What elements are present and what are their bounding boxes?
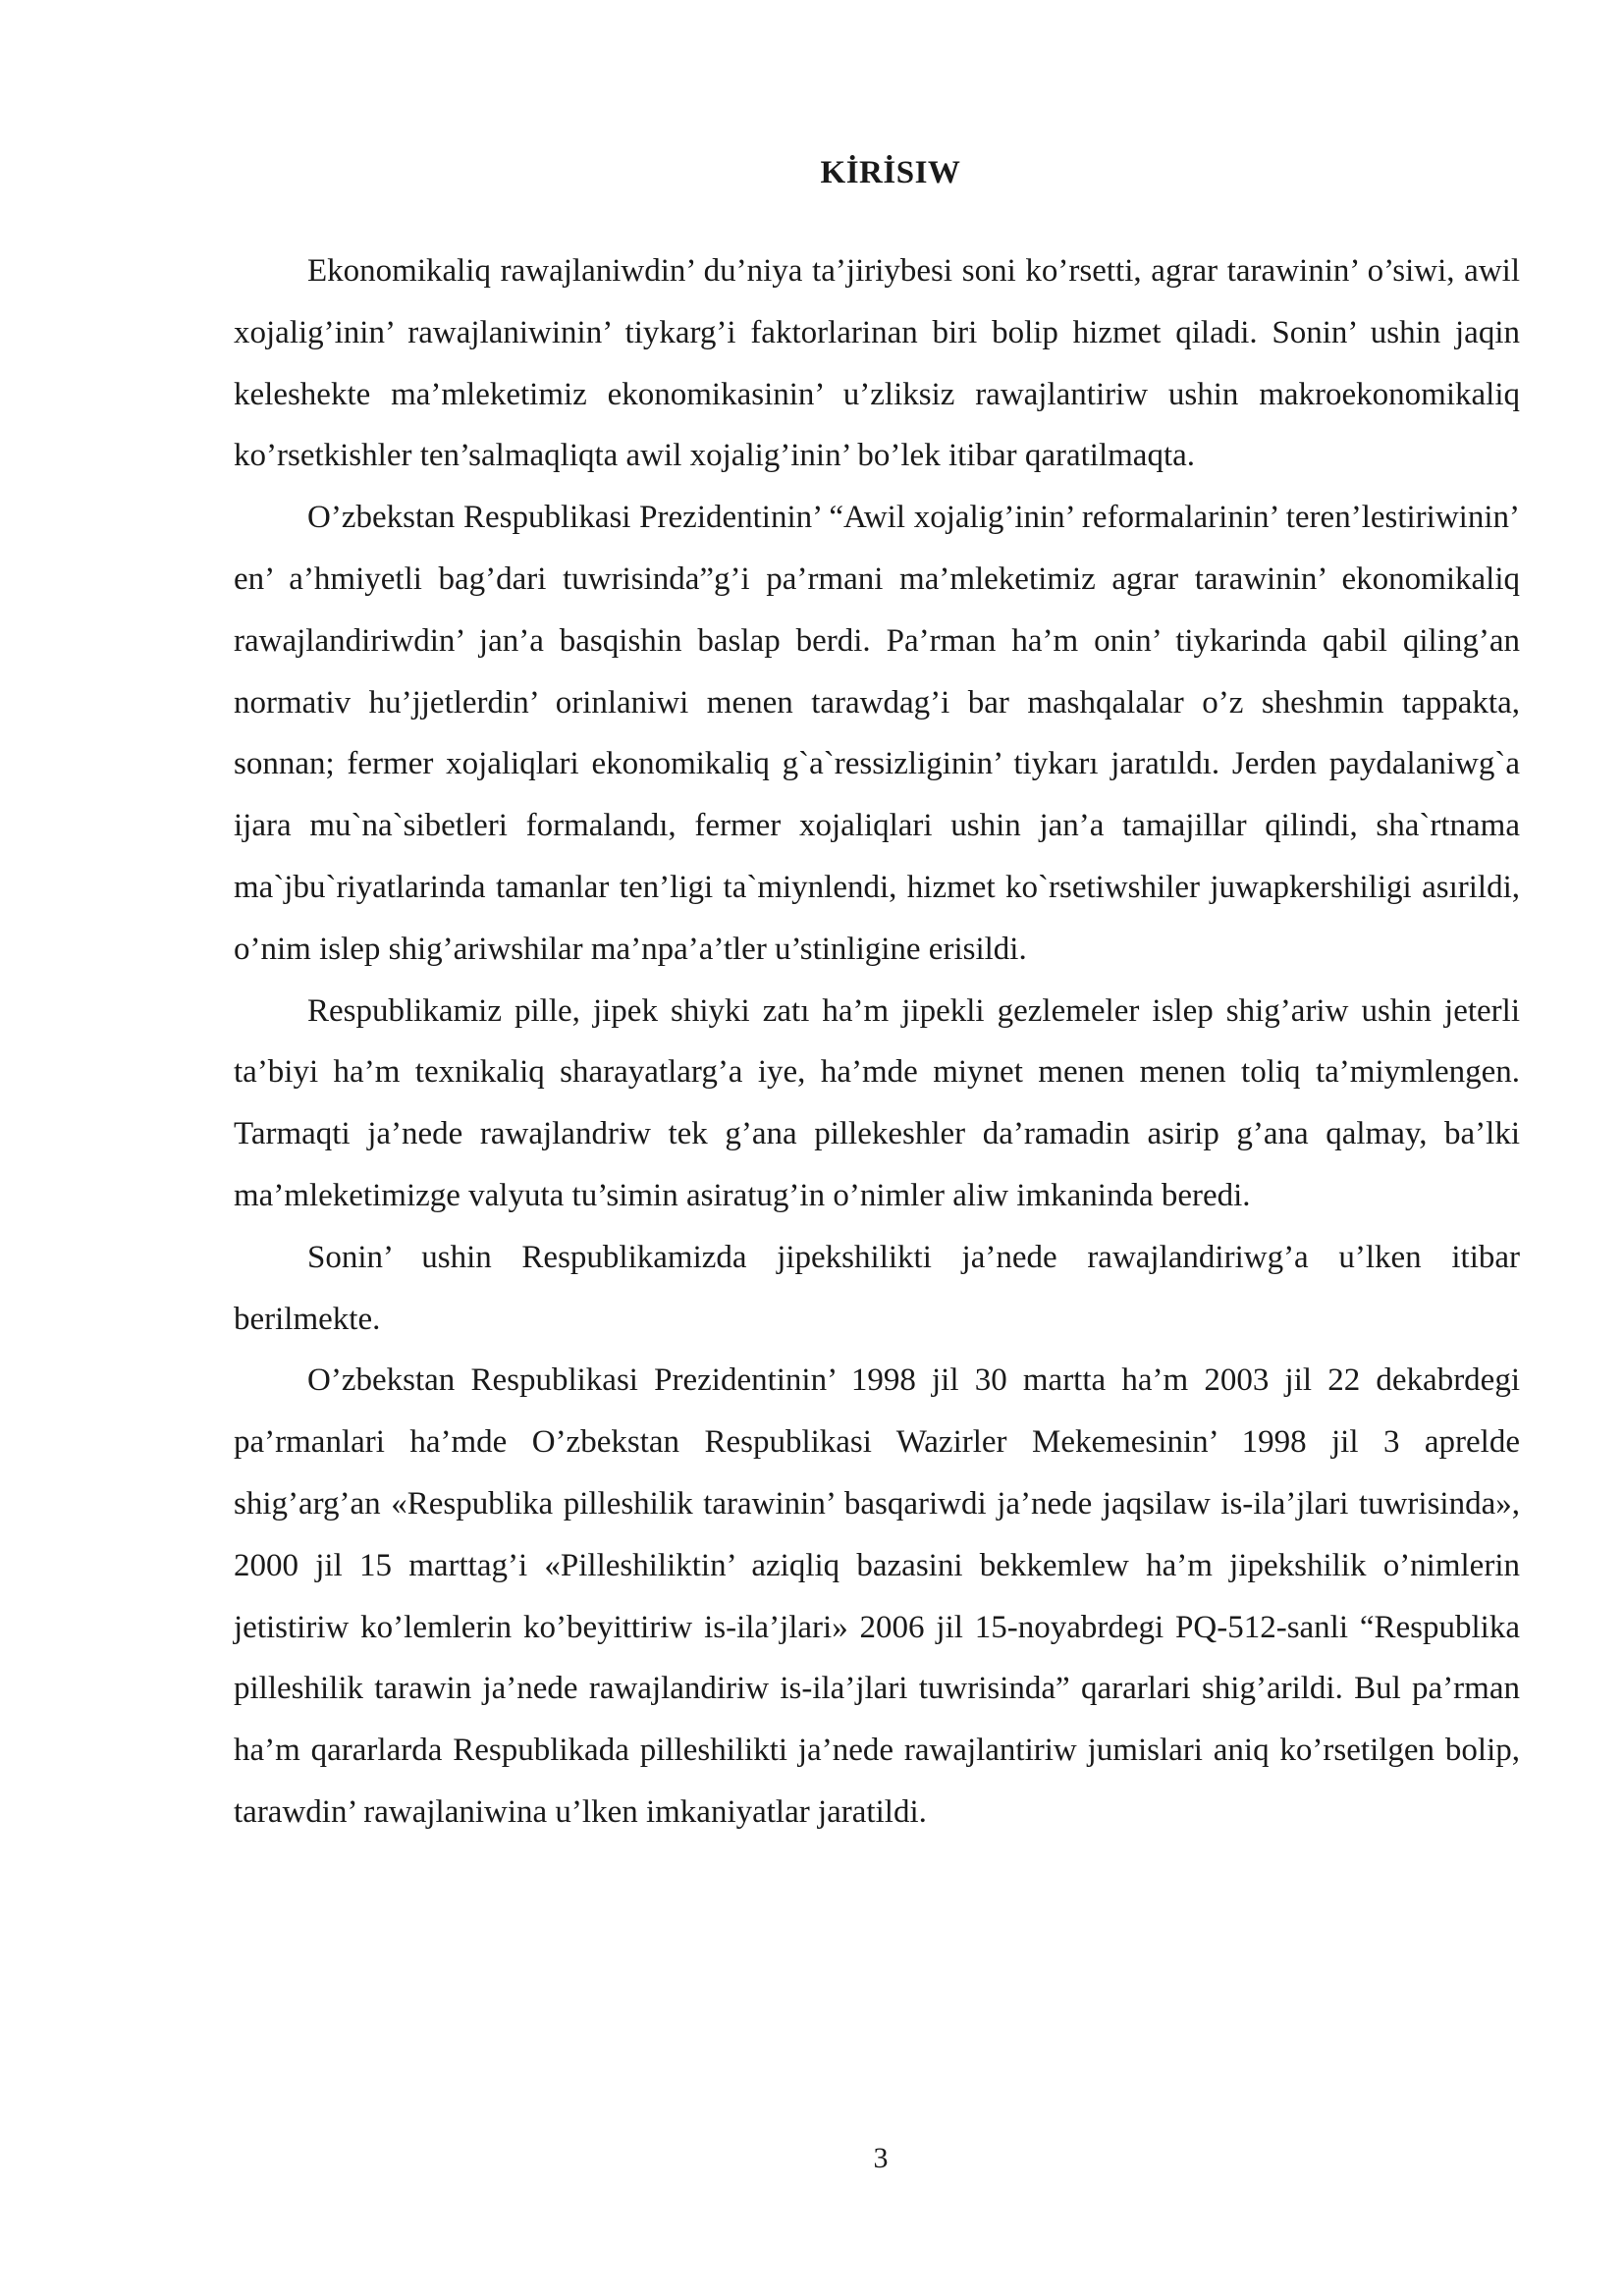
body-text — [234, 240, 1520, 1843]
paragraph: Ekonomikaliq rawajlaniwdin’ du’niya ta’jiriybesi soni ko’rsetti, agrar tarawinin’ o’siwi, awil xojalig’inin’ rawajlaniwinin’ tiykarg’i faktorlarinan biri bolip hizmet qiladi. Sonin’ ushin jaqin keleshekte ma’mleketimiz ekonomikasinin’ u’zliksiz rawajlantiriw ushin makroekonomikaliq ko’rsetkishler ten’salmaqliqta awil xojalig’inin’ bo’lek itibar qaratilmaqta. — [234, 253, 1520, 474]
page-title: KİRİSIW — [820, 155, 961, 190]
paragraph: O’zbekstan Respublikasi Prezidentinin’ “Awil xojalig’inin’ reformalarinin’ teren’lestiriwinin’ en’ a’hmiyetli bag’dari tuwrisinda”g’i pa’rmani ma’mleketimiz agrar tarawinin’ ekonomikaliq rawajlandiriwdin’ jan’a basqishin baslap berdi. Pa’rman ha’m onin’ tiykarinda qabil qiling’an normativ hu’jjetlerdin’ orinlaniwi menen tarawdag’i bar mashqalalar o’z sheshmin tappakta, sonnan; fermer xojaliqlari ekonomikaliq g`a`ressizliginin’ tiykarı jaratıldı. Jerden paydalaniwg`a ijara mu`na`sibetleri formalandı, fermer xojaliqlari ushin jan’a tamajillar qilindi, sha`rtnama ma`jbu`riyatlarinda tamanlar ten’ligi ta`miynlendi, hizmet ko`rsetiwshiler juwapkershiligi asırildi, o’nim islep shig’ariwshilar ma’npa’a’tler u’stinligine erisildi. — [234, 500, 1520, 967]
page-number: 3 — [873, 2142, 889, 2174]
paragraph: O’zbekstan Respublikasi Prezidentinin’ 1998 jil 30 martta ha’m 2003 jil 22 dekabrdegi pa’rmanlari ha’mde O’zbekstan Respublikasi Wazirler Mekemesinin’ 1998 jil 3 aprelde shig’arg’an «Respublika pilleshilik tarawinin’ basqariwdi ja’nede jaqsilaw is-ila’jlari tuwrisinda», 2000 jil 15 marttag’i «Pilleshiliktin’ aziqliq bazasini bekkemlew ha’m jipekshilik o’nimlerin jetistiriw ko’lemlerin ko’beyittiriw is-ila’jlari» 2006 jil 15-noyabrdegi PQ-512-sanli “Respublika pilleshilik tarawin ja’nede rawajlandiriw is-ila’jlari tuwrisinda” qararlari shig’arildi. Bul pa’rman ha’m qararlarda Respublikada pilleshilikti ja’nede rawajlantiriw jumislari aniq ko’rsetilgen bolip, tarawdin’ rawajlaniwina u’lken imkaniyatlar jaratildi. — [234, 1362, 1520, 1830]
paragraph: Respublikamiz pille, jipek shiyki zatı ha’m jipekli gezlemeler islep shig’ariw ushin jeterli ta’biyi ha’m texnikaliq sharayatlarg’a iye, ha’mde miynet menen menen toliq ta’miymlengen. Tarmaqti ja’nede rawajlandriw tek g’ana pillekeshler da’ramadin asirip g’ana qalmay, ba’lki ma’mleketimizge valyuta tu’simin asiratug’in o’nimler aliw imkaninda beredi. — [234, 992, 1520, 1213]
paragraph: Sonin’ ushin Respublikamizda jipekshilikti ja’nede rawajlandiriwg’a u’lken itibar berilmekte. — [234, 1239, 1520, 1337]
